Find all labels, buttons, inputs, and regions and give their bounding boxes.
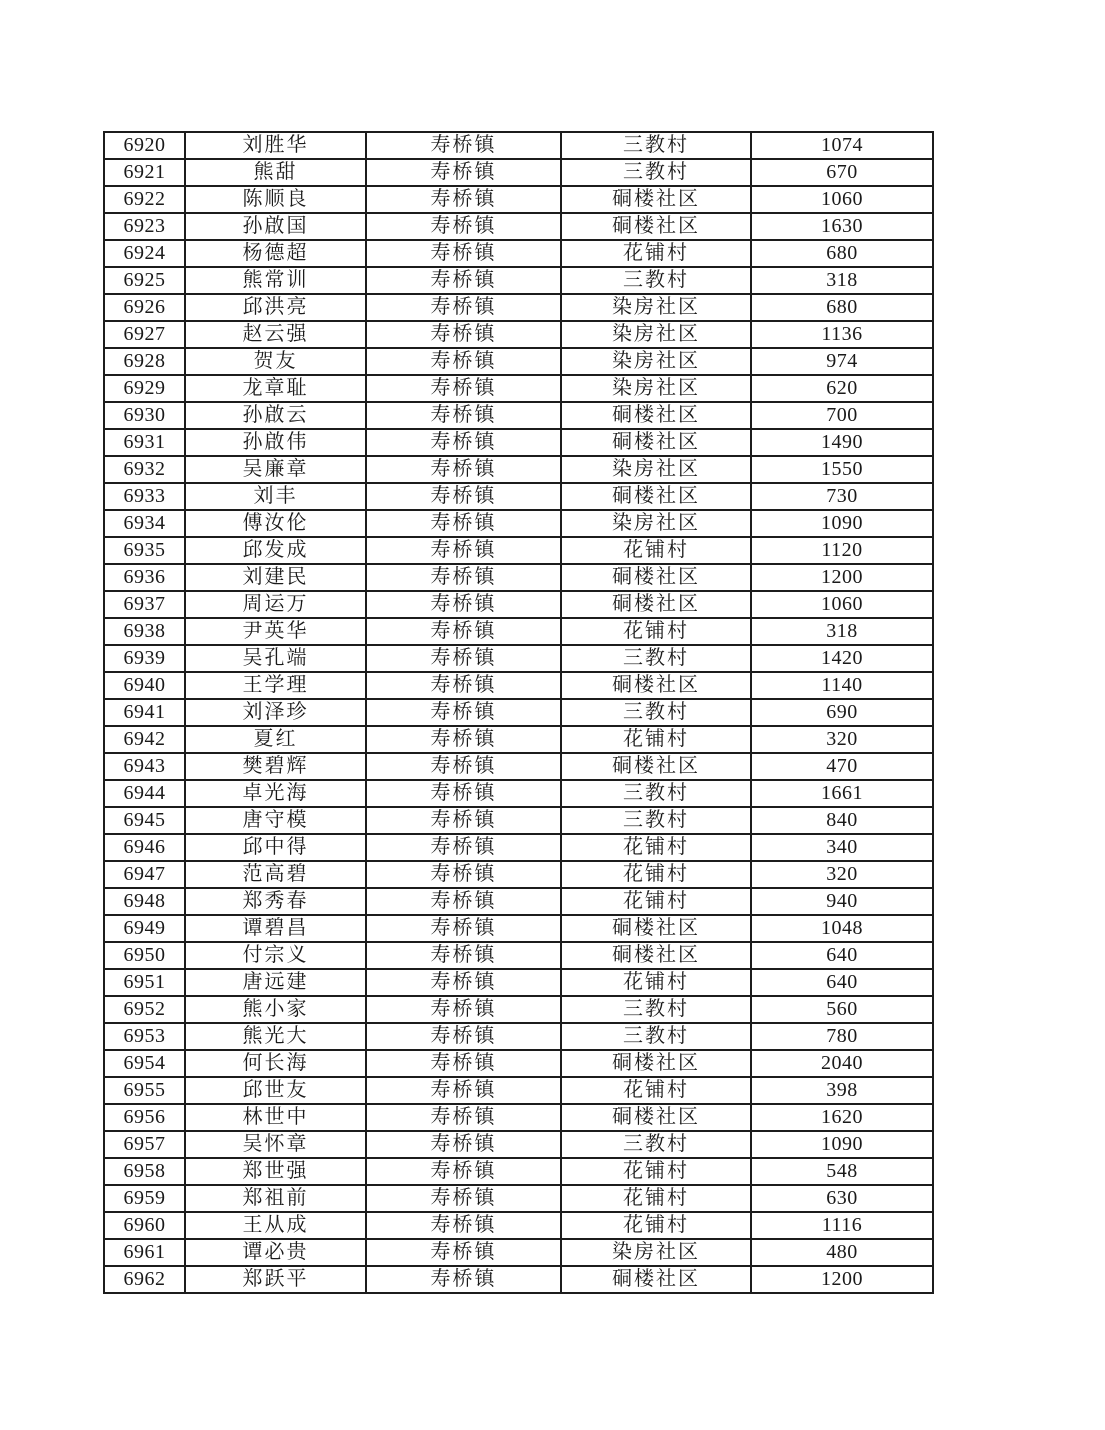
- cell-town: 寿桥镇: [366, 915, 561, 942]
- cell-town: 寿桥镇: [366, 537, 561, 564]
- cell-name: 龙章耻: [185, 375, 366, 402]
- cell-village: 硐楼社区: [561, 564, 751, 591]
- table-row: [104, 753, 933, 780]
- cell-amount: 640: [751, 969, 933, 996]
- cell-village: 三教村: [561, 1023, 751, 1050]
- cell-amount: 940: [751, 888, 933, 915]
- table-row: [104, 1266, 933, 1293]
- table-row: [104, 483, 933, 510]
- cell-village: 花铺村: [561, 888, 751, 915]
- table-row: [104, 1158, 933, 1185]
- cell-id: 6921: [104, 159, 185, 186]
- cell-town: 寿桥镇: [366, 456, 561, 483]
- cell-village: 硐楼社区: [561, 1050, 751, 1077]
- table-row: [104, 699, 933, 726]
- table-row: [104, 1050, 933, 1077]
- cell-town: 寿桥镇: [366, 1266, 561, 1293]
- cell-village: 三教村: [561, 267, 751, 294]
- cell-id: 6941: [104, 699, 185, 726]
- table-row: [104, 456, 933, 483]
- cell-id: 6957: [104, 1131, 185, 1158]
- cell-amount: 318: [751, 267, 933, 294]
- cell-id: 6924: [104, 240, 185, 267]
- cell-name: 夏红: [185, 726, 366, 753]
- cell-town: 寿桥镇: [366, 213, 561, 240]
- table-row: [104, 780, 933, 807]
- cell-id: 6937: [104, 591, 185, 618]
- table-row: [104, 510, 933, 537]
- cell-amount: 1550: [751, 456, 933, 483]
- cell-amount: 1120: [751, 537, 933, 564]
- table-row: [104, 1239, 933, 1266]
- cell-amount: 2040: [751, 1050, 933, 1077]
- table-row: [104, 969, 933, 996]
- cell-name: 孙啟伟: [185, 429, 366, 456]
- cell-village: 花铺村: [561, 1185, 751, 1212]
- cell-town: 寿桥镇: [366, 726, 561, 753]
- cell-amount: 1200: [751, 1266, 933, 1293]
- cell-village: 花铺村: [561, 861, 751, 888]
- cell-amount: 1060: [751, 186, 933, 213]
- cell-town: 寿桥镇: [366, 1050, 561, 1077]
- cell-id: 6920: [104, 132, 185, 159]
- cell-town: 寿桥镇: [366, 267, 561, 294]
- cell-name: 吴怀章: [185, 1131, 366, 1158]
- cell-name: 尹英华: [185, 618, 366, 645]
- cell-name: 谭必贵: [185, 1239, 366, 1266]
- cell-town: 寿桥镇: [366, 1023, 561, 1050]
- table-row: [104, 267, 933, 294]
- cell-town: 寿桥镇: [366, 672, 561, 699]
- table-row: [104, 564, 933, 591]
- cell-name: 林世中: [185, 1104, 366, 1131]
- cell-amount: 1200: [751, 564, 933, 591]
- cell-id: 6938: [104, 618, 185, 645]
- cell-id: 6951: [104, 969, 185, 996]
- cell-village: 花铺村: [561, 834, 751, 861]
- table-row: [104, 294, 933, 321]
- cell-id: 6953: [104, 1023, 185, 1050]
- table-row: [104, 645, 933, 672]
- cell-name: 孙啟云: [185, 402, 366, 429]
- cell-village: 硐楼社区: [561, 591, 751, 618]
- cell-id: 6960: [104, 1212, 185, 1239]
- cell-village: 硐楼社区: [561, 672, 751, 699]
- cell-town: 寿桥镇: [366, 321, 561, 348]
- cell-id: 6936: [104, 564, 185, 591]
- cell-amount: 320: [751, 726, 933, 753]
- cell-village: 三教村: [561, 780, 751, 807]
- table-row: [104, 186, 933, 213]
- cell-village: 花铺村: [561, 969, 751, 996]
- cell-village: 花铺村: [561, 618, 751, 645]
- cell-village: 硐楼社区: [561, 186, 751, 213]
- cell-name: 熊光大: [185, 1023, 366, 1050]
- table-row: [104, 591, 933, 618]
- cell-id: 6935: [104, 537, 185, 564]
- cell-amount: 1136: [751, 321, 933, 348]
- cell-village: 硐楼社区: [561, 1266, 751, 1293]
- cell-id: 6939: [104, 645, 185, 672]
- cell-id: 6961: [104, 1239, 185, 1266]
- cell-amount: 1074: [751, 132, 933, 159]
- cell-village: 三教村: [561, 807, 751, 834]
- cell-id: 6942: [104, 726, 185, 753]
- cell-amount: 840: [751, 807, 933, 834]
- cell-id: 6929: [104, 375, 185, 402]
- cell-name: 刘建民: [185, 564, 366, 591]
- cell-name: 樊碧辉: [185, 753, 366, 780]
- table-row: [104, 240, 933, 267]
- cell-village: 硐楼社区: [561, 753, 751, 780]
- cell-name: 郑祖前: [185, 1185, 366, 1212]
- cell-name: 邱发成: [185, 537, 366, 564]
- cell-amount: 640: [751, 942, 933, 969]
- cell-name: 贺友: [185, 348, 366, 375]
- cell-id: 6944: [104, 780, 185, 807]
- cell-name: 熊常训: [185, 267, 366, 294]
- table-row: [104, 834, 933, 861]
- cell-id: 6927: [104, 321, 185, 348]
- cell-village: 硐楼社区: [561, 483, 751, 510]
- cell-id: 6923: [104, 213, 185, 240]
- cell-amount: 620: [751, 375, 933, 402]
- cell-id: 6948: [104, 888, 185, 915]
- cell-town: 寿桥镇: [366, 618, 561, 645]
- cell-town: 寿桥镇: [366, 1077, 561, 1104]
- cell-name: 刘胜华: [185, 132, 366, 159]
- cell-village: 硐楼社区: [561, 429, 751, 456]
- cell-town: 寿桥镇: [366, 375, 561, 402]
- cell-amount: 1140: [751, 672, 933, 699]
- cell-village: 花铺村: [561, 1212, 751, 1239]
- cell-id: 6928: [104, 348, 185, 375]
- roster-table: [103, 131, 934, 1294]
- cell-town: 寿桥镇: [366, 1131, 561, 1158]
- cell-name: 王从成: [185, 1212, 366, 1239]
- cell-id: 6943: [104, 753, 185, 780]
- cell-id: 6945: [104, 807, 185, 834]
- cell-town: 寿桥镇: [366, 699, 561, 726]
- table-row: [104, 402, 933, 429]
- cell-village: 硐楼社区: [561, 942, 751, 969]
- cell-id: 6946: [104, 834, 185, 861]
- cell-name: 陈顺良: [185, 186, 366, 213]
- cell-id: 6962: [104, 1266, 185, 1293]
- cell-town: 寿桥镇: [366, 753, 561, 780]
- cell-village: 染房社区: [561, 321, 751, 348]
- cell-id: 6949: [104, 915, 185, 942]
- cell-town: 寿桥镇: [366, 780, 561, 807]
- cell-town: 寿桥镇: [366, 240, 561, 267]
- cell-name: 傅汝伦: [185, 510, 366, 537]
- cell-amount: 1116: [751, 1212, 933, 1239]
- cell-id: 6926: [104, 294, 185, 321]
- cell-name: 刘泽珍: [185, 699, 366, 726]
- cell-id: 6959: [104, 1185, 185, 1212]
- cell-id: 6925: [104, 267, 185, 294]
- cell-village: 染房社区: [561, 510, 751, 537]
- cell-village: 花铺村: [561, 726, 751, 753]
- cell-amount: 730: [751, 483, 933, 510]
- cell-id: 6955: [104, 1077, 185, 1104]
- cell-village: 花铺村: [561, 240, 751, 267]
- cell-amount: 680: [751, 294, 933, 321]
- cell-town: 寿桥镇: [366, 888, 561, 915]
- cell-amount: 700: [751, 402, 933, 429]
- cell-name: 谭碧昌: [185, 915, 366, 942]
- cell-name: 邱世友: [185, 1077, 366, 1104]
- cell-amount: 680: [751, 240, 933, 267]
- cell-amount: 1630: [751, 213, 933, 240]
- cell-town: 寿桥镇: [366, 645, 561, 672]
- cell-village: 染房社区: [561, 1239, 751, 1266]
- cell-village: 三教村: [561, 159, 751, 186]
- cell-town: 寿桥镇: [366, 132, 561, 159]
- cell-id: 6956: [104, 1104, 185, 1131]
- cell-name: 孙啟国: [185, 213, 366, 240]
- cell-name: 王学理: [185, 672, 366, 699]
- cell-amount: 548: [751, 1158, 933, 1185]
- table-row: [104, 1104, 933, 1131]
- cell-amount: 1620: [751, 1104, 933, 1131]
- cell-amount: 398: [751, 1077, 933, 1104]
- cell-amount: 318: [751, 618, 933, 645]
- cell-amount: 974: [751, 348, 933, 375]
- cell-amount: 1661: [751, 780, 933, 807]
- cell-name: 杨德超: [185, 240, 366, 267]
- cell-name: 卓光海: [185, 780, 366, 807]
- table-row: [104, 132, 933, 159]
- cell-village: 花铺村: [561, 537, 751, 564]
- table-row: [104, 1212, 933, 1239]
- table-row: [104, 807, 933, 834]
- cell-town: 寿桥镇: [366, 1104, 561, 1131]
- table-row: [104, 429, 933, 456]
- cell-village: 硐楼社区: [561, 1104, 751, 1131]
- table-row: [104, 996, 933, 1023]
- table-row: [104, 1185, 933, 1212]
- table-row: [104, 348, 933, 375]
- cell-id: 6940: [104, 672, 185, 699]
- cell-amount: 780: [751, 1023, 933, 1050]
- cell-town: 寿桥镇: [366, 1212, 561, 1239]
- table-row: [104, 915, 933, 942]
- table-row: [104, 1023, 933, 1050]
- cell-name: 刘丰: [185, 483, 366, 510]
- cell-name: 吴孔端: [185, 645, 366, 672]
- cell-id: 6931: [104, 429, 185, 456]
- cell-name: 周运万: [185, 591, 366, 618]
- cell-village: 染房社区: [561, 375, 751, 402]
- cell-town: 寿桥镇: [366, 510, 561, 537]
- cell-id: 6950: [104, 942, 185, 969]
- table-row: [104, 888, 933, 915]
- cell-town: 寿桥镇: [366, 186, 561, 213]
- cell-town: 寿桥镇: [366, 294, 561, 321]
- cell-id: 6952: [104, 996, 185, 1023]
- cell-name: 郑跃平: [185, 1266, 366, 1293]
- cell-name: 熊甜: [185, 159, 366, 186]
- cell-town: 寿桥镇: [366, 807, 561, 834]
- table-row: [104, 618, 933, 645]
- cell-amount: 1490: [751, 429, 933, 456]
- cell-name: 郑秀春: [185, 888, 366, 915]
- cell-id: 6934: [104, 510, 185, 537]
- cell-town: 寿桥镇: [366, 942, 561, 969]
- cell-town: 寿桥镇: [366, 1158, 561, 1185]
- table-row: [104, 1131, 933, 1158]
- cell-village: 三教村: [561, 132, 751, 159]
- cell-town: 寿桥镇: [366, 1185, 561, 1212]
- cell-name: 何长海: [185, 1050, 366, 1077]
- cell-name: 付宗义: [185, 942, 366, 969]
- cell-town: 寿桥镇: [366, 969, 561, 996]
- cell-village: 染房社区: [561, 294, 751, 321]
- table-row: [104, 1077, 933, 1104]
- cell-id: 6958: [104, 1158, 185, 1185]
- cell-town: 寿桥镇: [366, 429, 561, 456]
- cell-town: 寿桥镇: [366, 483, 561, 510]
- cell-village: 三教村: [561, 645, 751, 672]
- cell-village: 花铺村: [561, 1077, 751, 1104]
- cell-town: 寿桥镇: [366, 591, 561, 618]
- cell-town: 寿桥镇: [366, 1239, 561, 1266]
- cell-amount: 690: [751, 699, 933, 726]
- cell-name: 唐远建: [185, 969, 366, 996]
- cell-id: 6947: [104, 861, 185, 888]
- table-body: [104, 132, 933, 1293]
- cell-id: 6930: [104, 402, 185, 429]
- cell-name: 范高碧: [185, 861, 366, 888]
- cell-village: 花铺村: [561, 1158, 751, 1185]
- cell-amount: 340: [751, 834, 933, 861]
- cell-id: 6933: [104, 483, 185, 510]
- cell-town: 寿桥镇: [366, 159, 561, 186]
- cell-town: 寿桥镇: [366, 564, 561, 591]
- cell-village: 三教村: [561, 996, 751, 1023]
- cell-amount: 1090: [751, 510, 933, 537]
- cell-amount: 630: [751, 1185, 933, 1212]
- cell-name: 郑世强: [185, 1158, 366, 1185]
- cell-amount: 1060: [751, 591, 933, 618]
- cell-name: 邱中得: [185, 834, 366, 861]
- cell-village: 硐楼社区: [561, 915, 751, 942]
- table-row: [104, 861, 933, 888]
- cell-village: 染房社区: [561, 348, 751, 375]
- cell-amount: 480: [751, 1239, 933, 1266]
- table-row: [104, 672, 933, 699]
- cell-name: 熊小家: [185, 996, 366, 1023]
- table-row: [104, 213, 933, 240]
- table-row: [104, 321, 933, 348]
- cell-id: 6954: [104, 1050, 185, 1077]
- cell-amount: 560: [751, 996, 933, 1023]
- cell-village: 染房社区: [561, 456, 751, 483]
- cell-town: 寿桥镇: [366, 834, 561, 861]
- cell-amount: 1090: [751, 1131, 933, 1158]
- table-row: [104, 537, 933, 564]
- cell-village: 三教村: [561, 699, 751, 726]
- cell-amount: 320: [751, 861, 933, 888]
- cell-town: 寿桥镇: [366, 861, 561, 888]
- cell-name: 赵云强: [185, 321, 366, 348]
- cell-village: 硐楼社区: [561, 213, 751, 240]
- table-row: [104, 726, 933, 753]
- cell-amount: 670: [751, 159, 933, 186]
- table-row: [104, 942, 933, 969]
- cell-name: 邱洪亮: [185, 294, 366, 321]
- cell-town: 寿桥镇: [366, 402, 561, 429]
- cell-name: 唐守模: [185, 807, 366, 834]
- cell-town: 寿桥镇: [366, 348, 561, 375]
- cell-id: 6932: [104, 456, 185, 483]
- table-row: [104, 375, 933, 402]
- cell-amount: 1420: [751, 645, 933, 672]
- cell-town: 寿桥镇: [366, 996, 561, 1023]
- cell-village: 三教村: [561, 1131, 751, 1158]
- cell-village: 硐楼社区: [561, 402, 751, 429]
- cell-name: 吴廉章: [185, 456, 366, 483]
- cell-id: 6922: [104, 186, 185, 213]
- cell-amount: 470: [751, 753, 933, 780]
- cell-amount: 1048: [751, 915, 933, 942]
- table-row: [104, 159, 933, 186]
